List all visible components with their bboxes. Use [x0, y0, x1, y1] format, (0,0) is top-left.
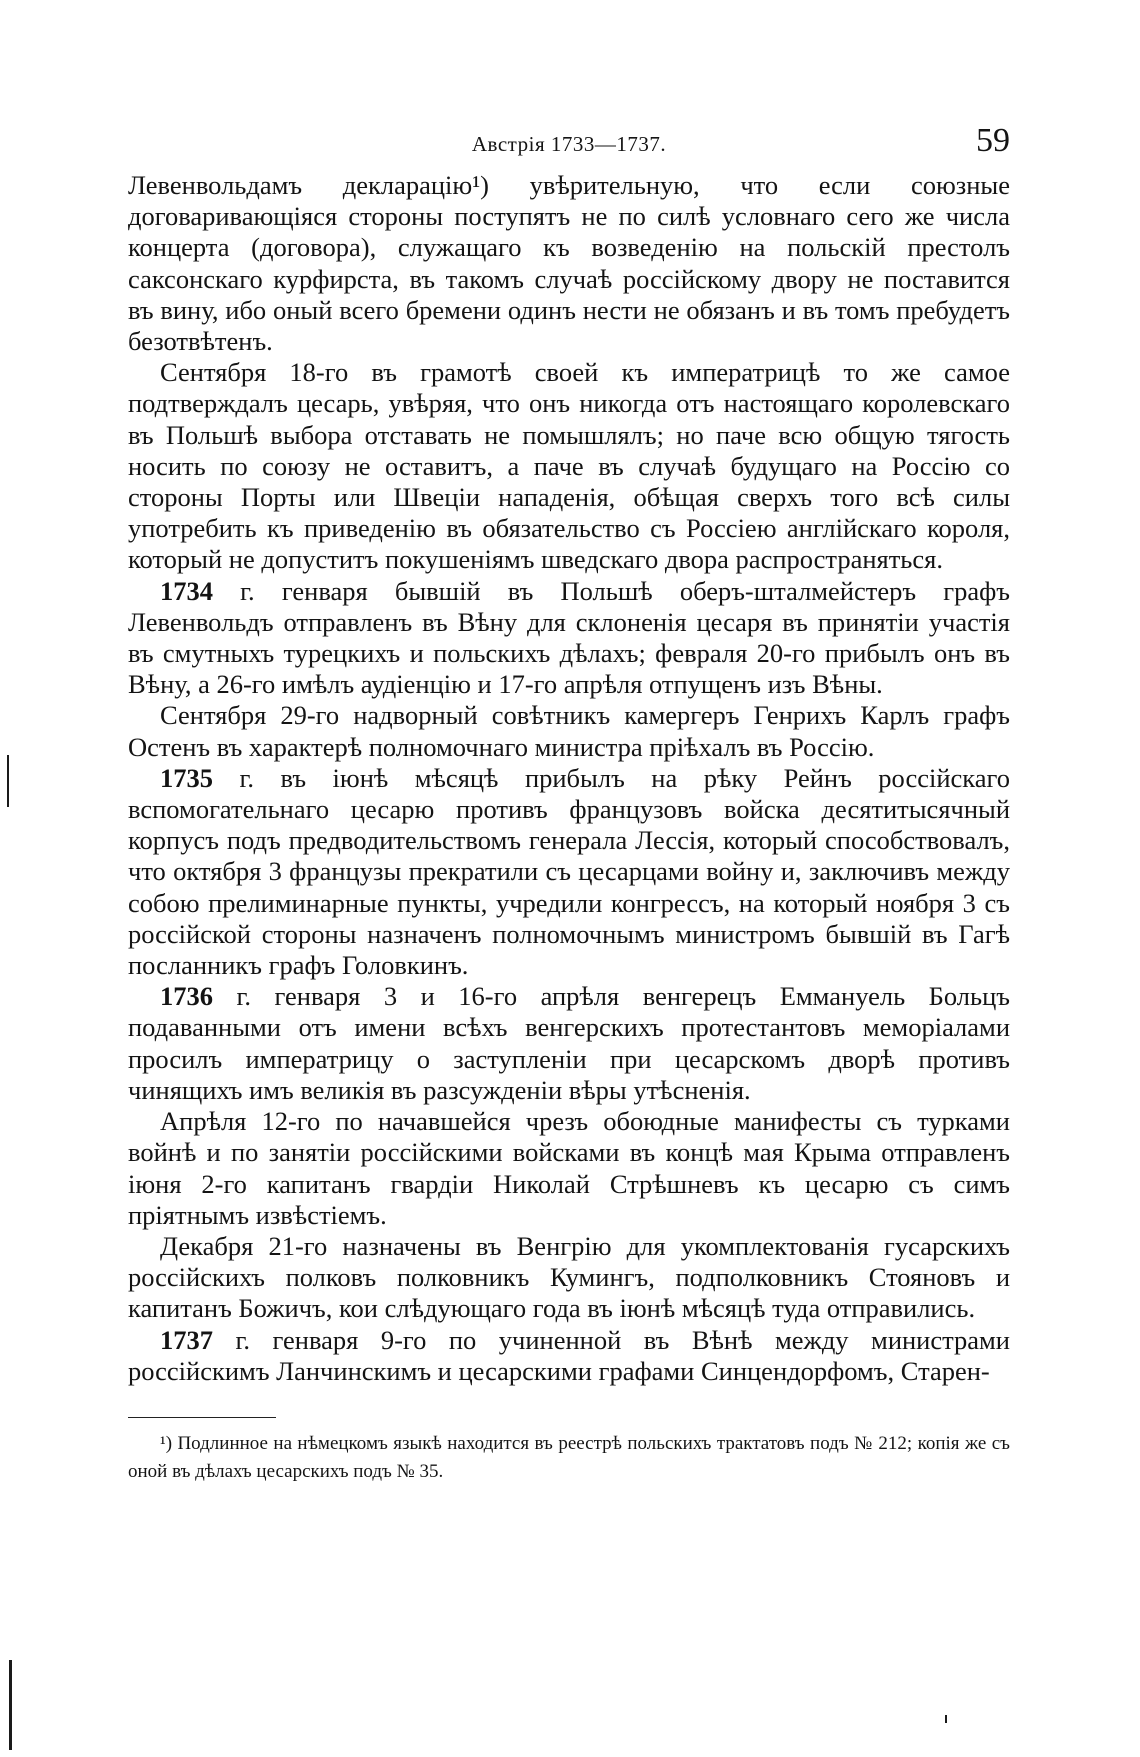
page-header-title: Австрія 1733—1737.: [471, 132, 667, 156]
scan-edge-mark: [7, 755, 9, 807]
scan-edge-mark: [9, 1660, 12, 1750]
paragraph-text: г. генваря 9-го по учиненной въ Вѣнѣ между министрами россійскимъ Ланчинскимъ и цесарскими графами Синцендорфомъ, Старен-: [128, 1324, 1010, 1386]
year-1737: 1737: [160, 1324, 213, 1355]
paragraph: [128, 1231, 1010, 1325]
paragraph-text: г. генваря 3 и 16-го апрѣля венгерецъ Еммануель Больцъ подаванными отъ имени всѣхъ венгерскихъ протестантовъ меморіалами просилъ императрицу о заступленіи при цесарскомъ дворѣ противъ чинящихъ имъ великія въ разсужденіи вѣры утѣсненія.: [128, 981, 1010, 1105]
year-1735: 1735: [160, 762, 213, 793]
paragraph: [128, 1325, 1010, 1387]
paragraph-text: Апрѣля 12-го по начавшейся чрезъ обоюдные манифесты съ турками войнѣ и по занятіи россійскими войсками въ концѣ мая Крыма отправленъ іюня 2-го капитанъ гвардіи Николай Стрѣшневъ къ цесарю съ симъ пріятнымъ извѣстіемъ.: [128, 1106, 1010, 1230]
running-head: [128, 118, 1010, 170]
paragraph-text: Декабря 21-го назначены въ Венгрію для укомплектованія гусарскихъ россійскихъ полковъ полковникъ Кумингъ, подполковникъ Стояновъ и капитанъ Божичъ, кои слѣдующаго года въ іюнѣ мѣсяцѣ туда отправились.: [128, 1230, 1010, 1324]
paragraph-text: Сентября 18-го въ грамотѣ своей къ императрицѣ то же самое подтверждалъ цесарь, увѣряя, что онъ никогда отъ настоящаго королевскаго въ Польшѣ выбора отставать не помышлялъ; но паче всю общую тягость носить по союзу не оставитъ, а паче въ случаѣ будущаго на Россію со стороны Порты или Швеціи нападенія, обѣщая сверхъ того всѣ силы употребить къ приведенію въ обязательство съ Россіею англійскаго короля, который не допуститъ покушеніямъ шведскаго двора распространяться.: [128, 357, 1010, 575]
paragraph: [128, 981, 1010, 1106]
year-1736: 1736: [160, 981, 213, 1012]
scan-edge-mark: [945, 1715, 947, 1723]
paragraph: [128, 763, 1010, 981]
paragraph: [128, 576, 1010, 701]
body-text: [128, 170, 1010, 1387]
footnote: ¹) Подлинное на нѣмецкомъ языкѣ находится въ реестрѣ польскихъ трактатовъ подъ № 212; копія же съ оной въ дѣлахъ цесарскихъ подъ № 35.: [128, 1432, 1010, 1482]
page-number: 59: [976, 122, 1010, 159]
year-1734: 1734: [160, 575, 213, 606]
page: [128, 118, 1010, 1486]
paragraph: [128, 700, 1010, 762]
paragraph: [128, 357, 1010, 575]
paragraph-text: г. генваря бывшій въ Польшѣ оберъ-шталмейстеръ графъ Левенвольдъ отправленъ въ Вѣну для склоненія цесаря въ принятіи участія въ смутныхъ турецкихъ и польскихъ дѣлахъ; февраля 20-го прибылъ онъ въ Вѣну, а 26-го имѣлъ аудіенцію и 17-го апрѣля отпущенъ изъ Вѣны.: [128, 575, 1010, 700]
footnotes: [128, 1430, 1010, 1486]
paragraph: [128, 1106, 1010, 1231]
footnote-rule: [128, 1417, 276, 1418]
paragraph-text: Левенвольдамъ декларацію¹) увѣрительную, что если союзные договаривающіяся стороны поступятъ не по силѣ условнаго сего же числа концерта (договора), служащаго къ возведенію на польскій престолъ саксонскаго курфирста, въ такомъ случаѣ россійскому двору не поставится въ вину, ибо оный всего бремени одинъ нести не обязанъ и въ томъ пребудетъ безотвѣтенъ.: [128, 170, 1010, 357]
paragraph-text: г. въ іюнѣ мѣсяцѣ прибылъ на рѣку Рейнъ россійскаго вспомогательнаго цесарю противъ французовъ войска десятитысячный корпусъ подъ предводительствомъ генерала Лессія, который способствовалъ, что октября 3 французы прекратили съ цесарцами войну и, заключивъ между собою прелиминарные пункты, учредили конгрессъ, на который ноября 3 съ россійской стороны назначенъ полномочнымъ министромъ бывшій въ Гагѣ посланникъ графъ Головкинъ.: [128, 762, 1010, 981]
paragraph-text: Сентября 29-го надворный совѣтникъ камергеръ Генрихъ Карлъ графъ Остенъ въ характерѣ полномочнаго министра пріѣхалъ въ Россію.: [128, 700, 1010, 762]
paragraph: [128, 170, 1010, 357]
